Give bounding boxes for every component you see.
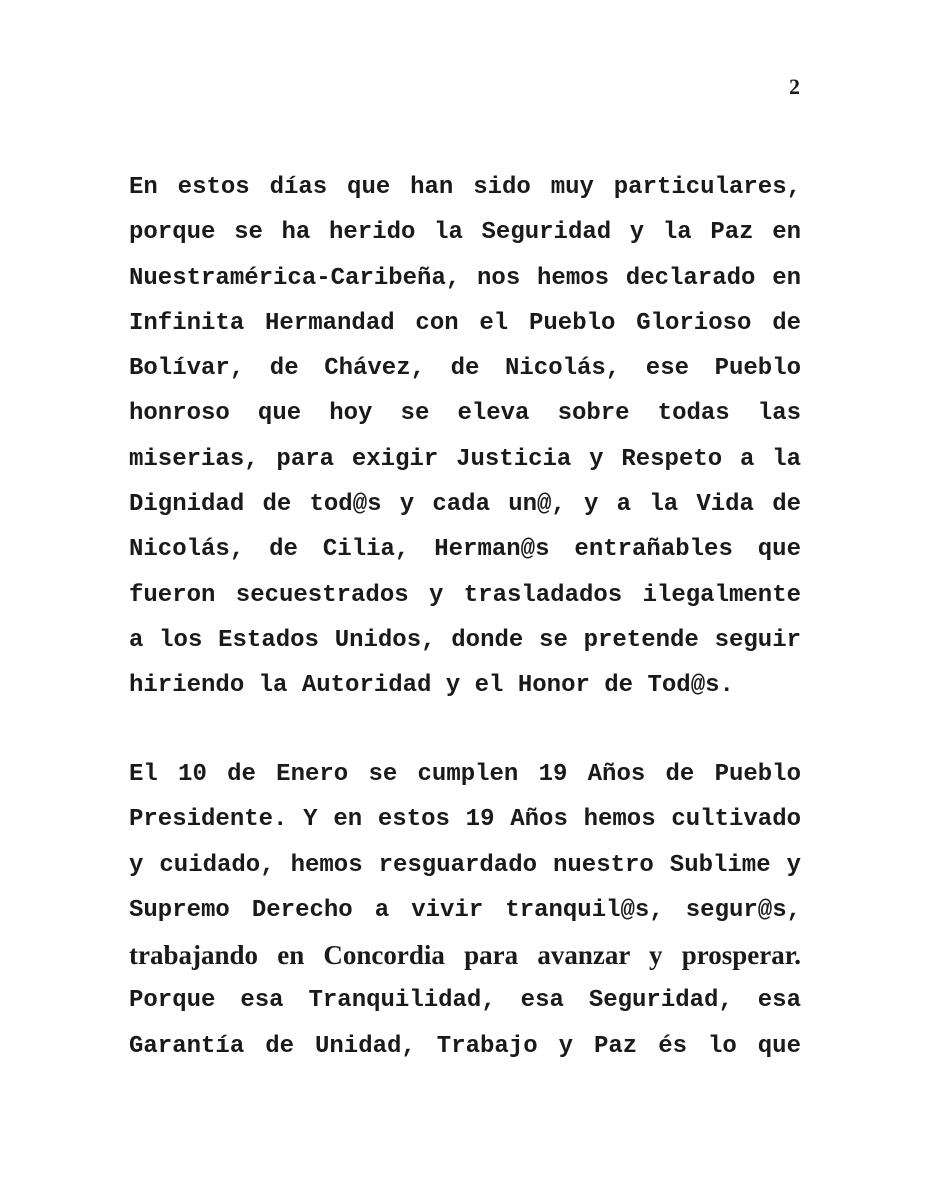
text-line: Supremo Derecho a vivir tranquil@s, segur@s, <box>129 896 801 924</box>
text-line: a los Estados Unidos, donde se pretende seguir <box>129 626 801 654</box>
text-line: fueron secuestrados y trasladados ilegalmente <box>129 581 801 609</box>
text-line: trabajando en Concordia para avanzar y prosperar. <box>129 940 801 971</box>
text-line: Bolívar, de Chávez, de Nicolás, ese Pueblo <box>129 355 801 383</box>
text-line: Dignidad de tod@s y cada un@, y a la Vida de <box>129 491 801 519</box>
text-line: Nuestramérica-Caribeña, nos hemos declarado en <box>129 264 801 292</box>
text-line: y cuidado, hemos resguardado nuestro Sublime y <box>129 851 801 879</box>
text-line: En estos días que han sido muy particulares, <box>129 174 801 201</box>
text-line: Infinita Hermandad con el Pueblo Glorioso de <box>129 309 801 337</box>
text-line: Garantía de Unidad, Trabajo y Paz és lo que <box>129 1032 801 1060</box>
text-line: honroso que hoy se eleva sobre todas las <box>129 400 801 428</box>
text-line: Presidente. Y en estos 19 Años hemos cultivado <box>129 806 801 834</box>
text-line: El 10 de Enero se cumplen 19 Años de Pueblo <box>129 761 801 788</box>
paragraph-1 <box>129 165 801 709</box>
paragraph-2 <box>129 752 801 1069</box>
text-line: hiriendo la Autoridad y el Honor de Tod@s. <box>129 672 734 700</box>
page-number: 2 <box>789 74 800 99</box>
text-line: porque se ha herido la Seguridad y la Paz en <box>129 219 801 247</box>
text-line: Nicolás, de Cilia, Herman@s entrañables que <box>129 536 801 564</box>
text-line: miserias, para exigir Justicia y Respeto a la <box>129 445 801 473</box>
text-line: Porque esa Tranquilidad, esa Seguridad, esa <box>129 987 801 1015</box>
